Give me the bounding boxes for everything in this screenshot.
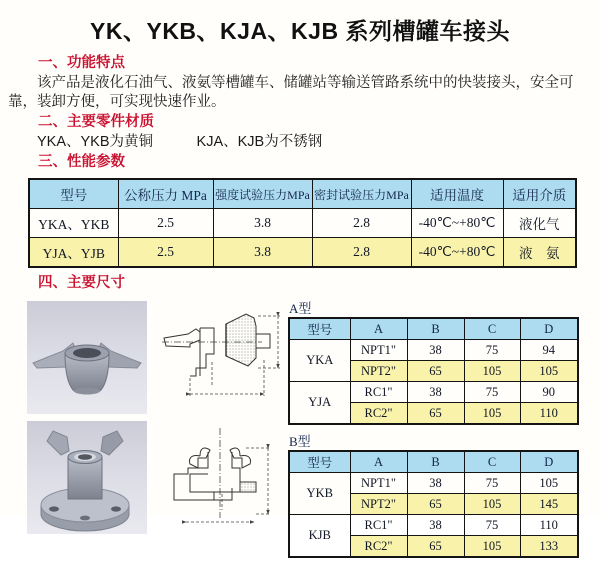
table-cell: NPT1" xyxy=(350,340,407,361)
table-cell: -40℃~+80℃ xyxy=(411,238,503,268)
table-cell: 75 xyxy=(464,515,520,536)
table-cell: YJA xyxy=(289,382,350,425)
table-cell: RC2" xyxy=(350,403,407,425)
table-cell: 3.8 xyxy=(213,238,312,268)
table-cell: 38 xyxy=(407,382,464,403)
dimension-table-b xyxy=(288,450,579,558)
page-title: YK、YKB、KJA、KJB 系列槽罐车接头 xyxy=(90,18,510,44)
table-cell: YKB xyxy=(289,473,350,515)
dimensions-section xyxy=(0,297,600,567)
table-row xyxy=(289,382,578,403)
table-cell: 105 xyxy=(464,361,520,382)
performance-table xyxy=(28,178,577,268)
table-cell: 75 xyxy=(464,340,520,361)
table-cell: 液化气 xyxy=(503,209,576,238)
table-cell: 65 xyxy=(407,536,464,558)
table-cell: NPT1" xyxy=(350,473,407,494)
performance-header-row xyxy=(29,179,576,209)
section-heading-features: 一、功能特点 xyxy=(38,55,125,71)
dimension-table-b-block xyxy=(288,434,600,558)
table-cell: 105 xyxy=(520,473,578,494)
table-row xyxy=(29,238,576,268)
table-cell: 适用介质 xyxy=(503,179,576,209)
table-cell: A xyxy=(350,451,407,473)
dimension-table-a-header-row xyxy=(289,318,578,340)
table-cell: 105 xyxy=(464,494,520,515)
figures-column xyxy=(0,297,288,567)
table-cell: RC2" xyxy=(350,536,407,558)
table-row xyxy=(289,515,578,536)
table-cell: D xyxy=(520,451,578,473)
table-cell: 94 xyxy=(520,340,578,361)
table-cell: 适用温度 xyxy=(411,179,503,209)
table-cell: C xyxy=(464,318,520,340)
table-cell: 38 xyxy=(407,473,464,494)
table-cell: 38 xyxy=(407,340,464,361)
table-cell: -40℃~+80℃ xyxy=(411,209,503,238)
features-text: 该产品是液化石油气、液氨等槽罐车、储罐站等输送管路系统中的快装接头，安全可靠，装卸方便，可实现快速作业。 xyxy=(8,75,574,110)
table-cell: YKA xyxy=(289,340,350,382)
dimension-tables-column xyxy=(288,297,600,567)
table-cell: 液 氨 xyxy=(503,238,576,268)
table-cell: 105 xyxy=(520,361,578,382)
table-cell: 强度试验压力MPa xyxy=(213,179,312,209)
table-cell: 110 xyxy=(520,515,578,536)
table-cell: B xyxy=(407,318,464,340)
table-cell: 2.5 xyxy=(118,209,213,238)
table-cell: 75 xyxy=(464,473,520,494)
table-cell: 38 xyxy=(407,515,464,536)
figure-row-a xyxy=(0,297,288,414)
table-cell: NPT2" xyxy=(350,361,407,382)
table-cell: 75 xyxy=(464,382,520,403)
table-cell: 110 xyxy=(520,403,578,425)
table-cell: B xyxy=(407,451,464,473)
table-cell: 2.8 xyxy=(312,238,411,268)
table-cell: YJA、YJB xyxy=(29,238,118,268)
table-cell: KJB xyxy=(289,515,350,558)
dimension-table-a xyxy=(288,317,579,425)
dimension-table-a-label: A型 xyxy=(289,301,312,316)
table-cell: 105 xyxy=(464,536,520,558)
dimension-table-b-header-row xyxy=(289,451,578,473)
table-row xyxy=(289,473,578,494)
table-row xyxy=(289,340,578,361)
table-cell: 2.8 xyxy=(312,209,411,238)
table-cell: 型号 xyxy=(289,451,350,473)
product-photo-type-b xyxy=(27,421,147,534)
table-cell: RC1" xyxy=(350,382,407,403)
table-cell: 65 xyxy=(407,361,464,382)
technical-drawing-type-b xyxy=(160,426,284,526)
technical-drawing-type-a xyxy=(160,306,284,406)
materials-text: YKA、YKB为黄铜 KJA、KJB为不锈钢 xyxy=(37,134,323,150)
section-heading-dimensions: 四、主要尺寸 xyxy=(38,275,125,291)
table-cell: 65 xyxy=(407,494,464,515)
dimension-table-a-block xyxy=(288,301,600,425)
section-heading-performance: 三、性能参数 xyxy=(38,154,125,170)
table-cell: NPT2" xyxy=(350,494,407,515)
table-row xyxy=(29,209,576,238)
table-cell: 型号 xyxy=(29,179,118,209)
table-cell: 145 xyxy=(520,494,578,515)
table-cell: 133 xyxy=(520,536,578,558)
table-cell: 3.8 xyxy=(213,209,312,238)
table-cell: YKA、YKB xyxy=(29,209,118,238)
table-cell: A xyxy=(350,318,407,340)
table-cell: 2.5 xyxy=(118,238,213,268)
figure-row-b xyxy=(0,414,288,534)
table-cell: 65 xyxy=(407,403,464,425)
table-cell: 型号 xyxy=(289,318,350,340)
dimension-table-b-label: B型 xyxy=(289,434,311,449)
table-cell: RC1" xyxy=(350,515,407,536)
table-cell: D xyxy=(520,318,578,340)
product-photo-type-a xyxy=(27,301,147,414)
table-cell: 105 xyxy=(464,403,520,425)
section-heading-materials: 二、主要零件材质 xyxy=(38,114,154,130)
table-cell: C xyxy=(464,451,520,473)
table-cell: 90 xyxy=(520,382,578,403)
table-cell: 密封试验压力MPa xyxy=(312,179,411,209)
table-cell: 公称压力 MPa xyxy=(118,179,213,209)
